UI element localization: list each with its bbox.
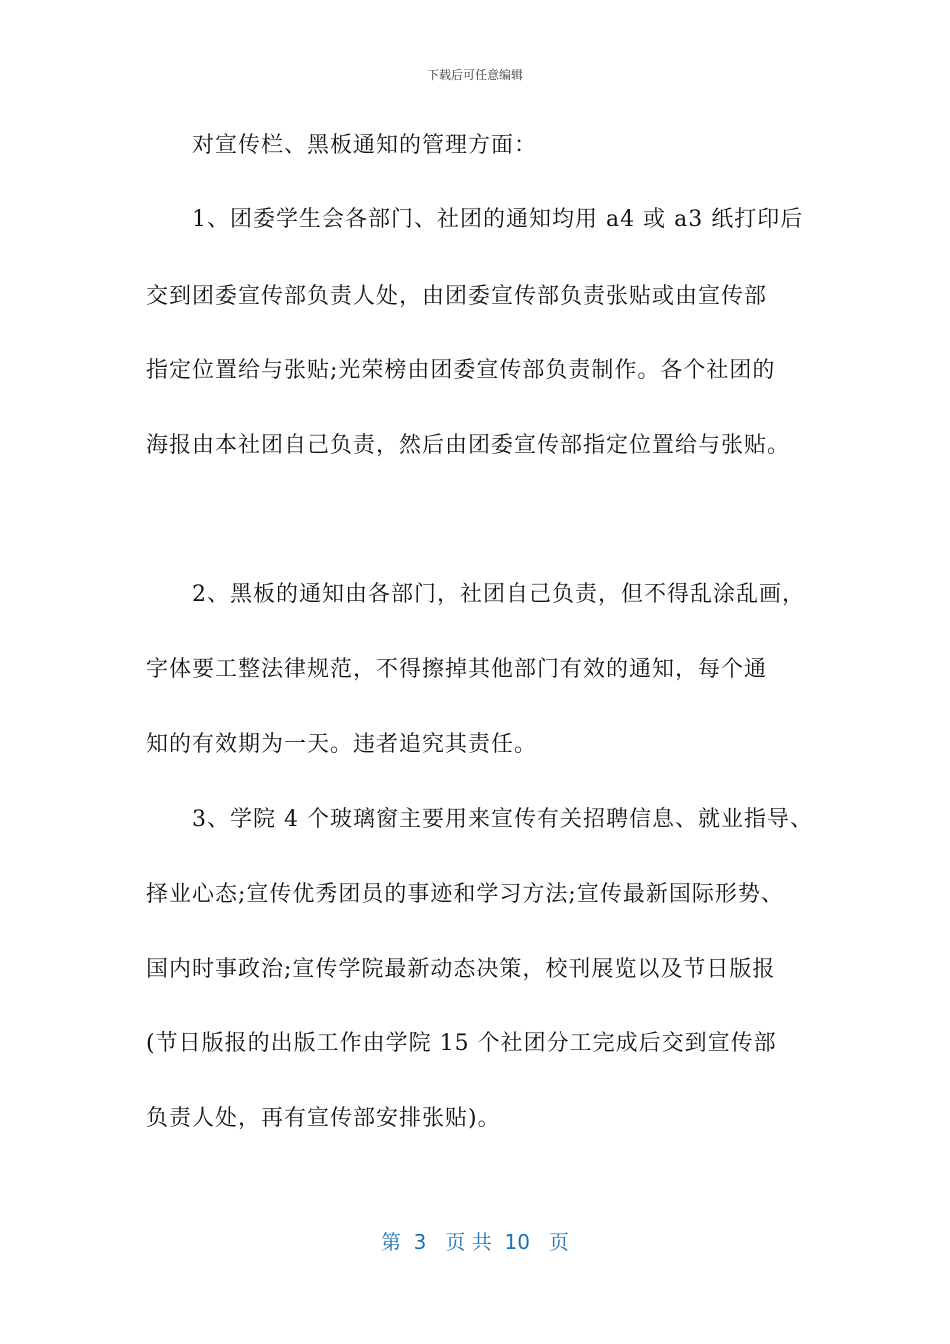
paragraph-line: 负责人处，再有宣传部安排张贴)。 [146, 1106, 501, 1131]
page-header: 下载后可任意编辑 [426, 68, 523, 82]
paragraph-line: 国内时事政治;宣传学院最新动态决策，校刊展览以及节日版报 [146, 957, 776, 982]
paragraph-line: 指定位置给与张贴;光荣榜由团委宣传部负责制作。各个社团的 [146, 358, 776, 383]
page-number-footer: 第 3 页 共 10 页 [380, 1230, 570, 1254]
paragraph-line: 1、团委学生会各部门、社团的通知均用 a4 或 a3 纸打印后 [192, 207, 804, 232]
paragraph-line: 知的有效期为一天。违者追究其责任。 [146, 732, 538, 757]
paragraph-line: 择业心态;宣传优秀团员的事迹和学习方法;宣传最新国际形势、 [146, 882, 784, 907]
paragraph-line: 交到团委宣传部负责人处，由团委宣传部负责张贴或由宣传部 [146, 284, 768, 309]
paragraph-line: (节日版报的出版工作由学院 15 个社团分工完成后交到宣传部 [146, 1031, 777, 1056]
section-heading: 对宣传栏、黑板通知的管理方面： [192, 133, 538, 158]
paragraph-line: 字体要工整法律规范，不得擦掉其他部门有效的通知，每个通 [146, 657, 768, 682]
paragraph-line: 3、学院 4 个玻璃窗主要用来宣传有关招聘信息、就业指导、 [192, 807, 813, 832]
paragraph-line: 2、黑板的通知由各部门，社团自己负责，但不得乱涂乱画， [192, 582, 805, 607]
paragraph-line: 海报由本社团自己负责，然后由团委宣传部指定位置给与张贴。 [146, 433, 791, 458]
